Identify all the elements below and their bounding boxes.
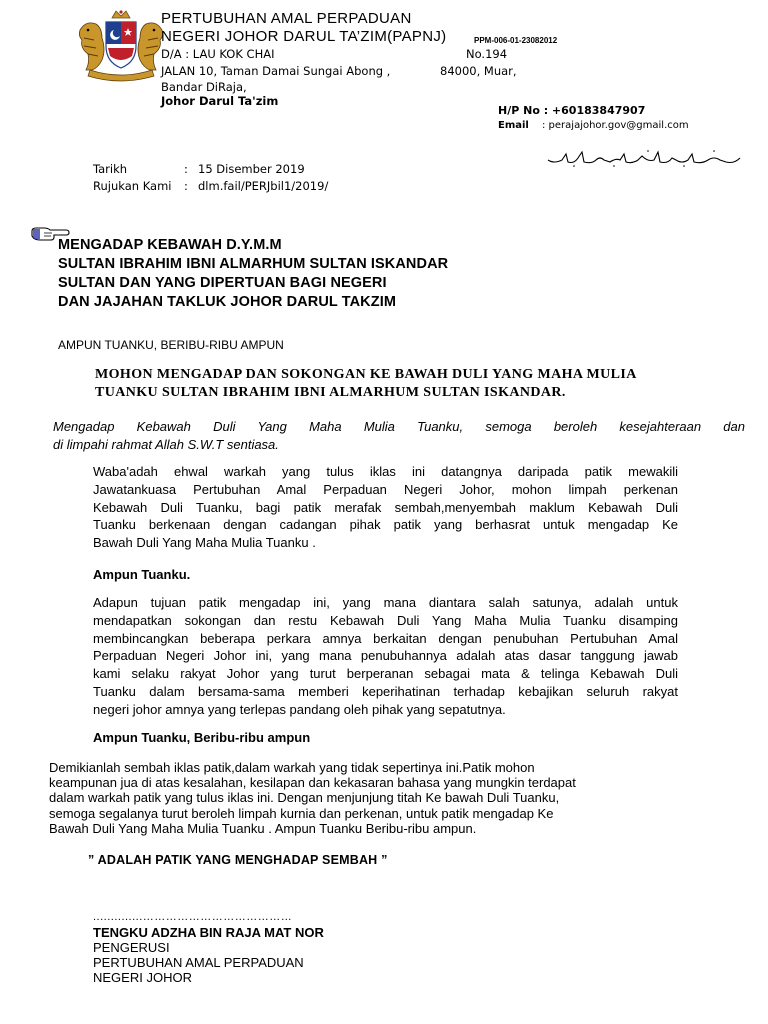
- recipient-line2: SULTAN IBRAHIM IBNI ALMARHUM SULTAN ISKANDAR: [58, 256, 449, 272]
- intro-line2: di limpahi rahmat Allah S.W.T sentiasa.: [53, 437, 279, 452]
- closing-quote: ” ADALAH PATIK YANG MENGHADAP SEMBAH ”: [88, 853, 388, 867]
- address-line1: D/A : LAU KOK CHAI: [161, 47, 275, 61]
- reference-label: Rujukan Kami: [93, 179, 172, 193]
- phone-number: H/P No : +60183847907: [498, 104, 646, 117]
- paragraph-2-line: Tuanku dalam bersama-sama memberi keperihatinan terhadap kebajikan seluruh rakyat: [93, 683, 678, 699]
- paragraph-1-line: Kebawah Duli Tuanku, bagi patik merafak sembah,menyembah maklum Kebawah Duli: [93, 499, 678, 515]
- address-line2: JALAN 10, Taman Damai Sungai Abong ,: [161, 64, 391, 78]
- org-name-line2: NEGERI JOHOR DARUL TA’ZIM(PAPNJ): [161, 28, 447, 45]
- paragraph-2: [93, 594, 678, 719]
- paragraph-2-line: mendapatkan sokongan dan restu Kebawah Duli Yang Maha Mulia Tuanku disamping: [93, 612, 678, 628]
- closing-line: semoga segalanya turut beroleh limpah kurnia dan perkenan, untuk patik mengadap Ke: [49, 805, 554, 821]
- signatory-name: TENGKU ADZHA BIN RAJA MAT NOR: [93, 925, 324, 940]
- paragraph-2-line: Perpaduan Negeri Johor ini, yang mana penubuhannya adalah atas dasar tanggung jawab: [93, 648, 678, 664]
- paragraph-2-line: Adapun tujuan patik mengadap ini, yang mana diantara salah satunya, adalah untuk: [93, 595, 678, 610]
- closing-line: Demikianlah sembah iklas patik,dalam warkah yang tidak sepertinya ini.Patik mohon: [49, 760, 535, 775]
- paragraph-1: [93, 463, 678, 552]
- reference-colon: :: [184, 179, 188, 193]
- state-crest-logo: [72, 8, 170, 82]
- signature-line: ..............…………………………………: [93, 911, 293, 923]
- signatory-org-line1: PERTUBUHAN AMAL PERPADUAN: [93, 955, 304, 970]
- address-number: No.194: [466, 47, 508, 61]
- recipient-line3: SULTAN DAN YANG DIPERTUAN BAGI NEGERI: [58, 275, 387, 291]
- heading-ampun-beribu: Ampun Tuanku, Beribu-ribu ampun: [93, 730, 311, 745]
- recipient-line1: MENGADAP KEBAWAH D.Y.M.M: [58, 237, 282, 253]
- paragraph-2-line: kami selaku rakyat Johor yang turut berperanan sebagai mata & telinga Kebawah Duli: [93, 666, 678, 682]
- org-name-line1: PERTUBUHAN AMAL PERPADUAN: [161, 10, 412, 27]
- paragraph-1-line: Bawah Duli Yang Maha Mulia Tuanku .: [93, 535, 316, 551]
- arabic-salutation: [544, 146, 744, 168]
- opening-greeting: AMPUN TUANKU, BERIBU-RIBU AMPUN: [58, 338, 284, 352]
- paragraph-1-line: Jawatankuasa Pertubuhan Amal Perpaduan Negeri Johor, mohon limpah perkenan: [93, 481, 678, 497]
- paragraph-1-line: Tuanku berkenaan dengan cadangan pihak patik yang berhasrat untuk mengadap Ke: [93, 517, 678, 533]
- heading-ampun-tuanku: Ampun Tuanku.: [93, 567, 191, 582]
- email-address: : perajajohor.gov@gmail.com: [542, 120, 689, 131]
- subject-line1: MOHON MENGADAP DAN SOKONGAN KE BAWAH DULI YANG MAHA MULIA: [95, 367, 637, 382]
- address-line4: Johor Darul Ta'zim: [161, 94, 279, 108]
- closing-line: dalam warkah patik yang tulus iklas ini. Dengan menjunjung titah Ke bawah Duli Tuanku,: [49, 790, 560, 806]
- reference-value: dlm.fail/PERJbil1/2019/: [198, 179, 329, 193]
- paragraph-1-line: Waba'adah ehwal warkah yang tulus iklas ini datangnya daripada patik mewakili: [93, 464, 678, 479]
- intro-paragraph: [53, 418, 745, 454]
- registration-number: PPM-006-01-23082012: [474, 36, 558, 45]
- closing-line: keampunan jua di atas kesalahan, kesilapan dan kekasaran bahasa yang mungkin terdapat: [49, 775, 576, 791]
- crest-icon: [72, 8, 170, 82]
- address-line3: Bandar DiRaja,: [161, 80, 247, 94]
- paragraph-2-line: negeri johor amnya yang terlepas pandang oleh pihak yang sepatutnya.: [93, 701, 506, 717]
- intro-line1: Mengadap Kebawah Duli Yang Maha Mulia Tuanku, semoga beroleh kesejahteraan dan: [53, 419, 745, 434]
- recipient-line4: DAN JAJAHAN TAKLUK JOHOR DARUL TAKZIM: [58, 294, 396, 310]
- date-label: Tarikh: [93, 162, 128, 176]
- paragraph-2-line: membincangkan beberapa perkara amnya berkaitan dengan penubuhan Pertubuhan Amal: [93, 630, 678, 646]
- date-value: 15 Disember 2019: [198, 162, 305, 176]
- address-postcode: 84000, Muar,: [440, 64, 517, 78]
- signatory-title: PENGERUSI: [93, 940, 170, 955]
- signatory-org-line2: NEGERI JOHOR: [93, 970, 192, 985]
- arabic-calligraphy-icon: [544, 146, 744, 168]
- closing-line: Bawah Duli Yang Maha Mulia Tuanku . Ampun Tuanku Beribu-ribu ampun.: [49, 820, 477, 836]
- date-colon: :: [184, 162, 188, 176]
- subject-line2: TUANKU SULTAN IBRAHIM IBNI ALMARHUM SULTAN ISKANDAR.: [95, 385, 566, 400]
- email-label: Email: [498, 120, 529, 131]
- closing-paragraph: [49, 760, 609, 836]
